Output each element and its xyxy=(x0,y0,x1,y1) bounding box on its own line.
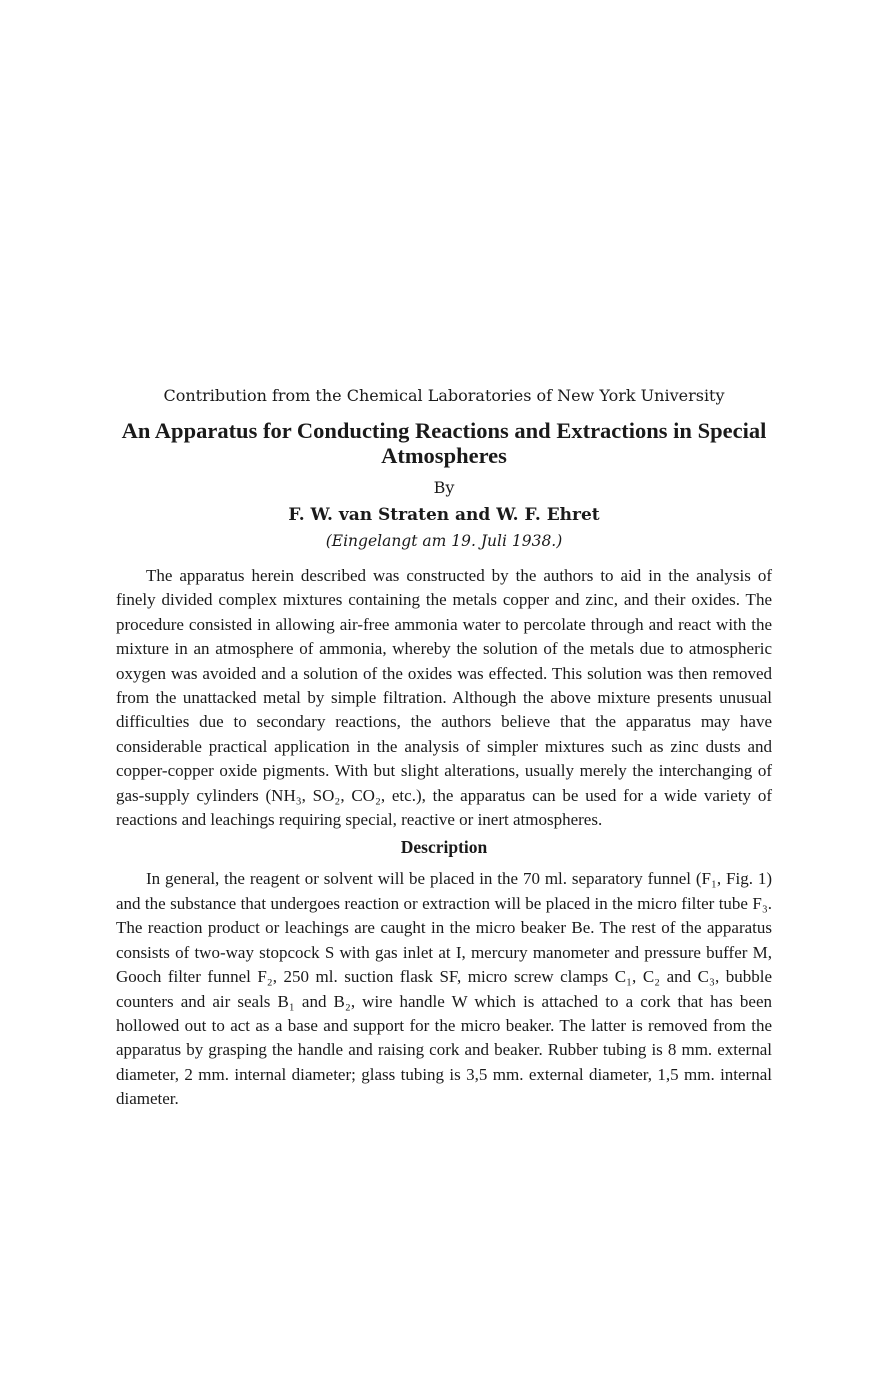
by-line: By xyxy=(433,478,455,497)
author-names: F. W. van Straten and W. F. Ehret xyxy=(288,505,600,525)
paper-page xyxy=(116,384,772,1112)
affiliation-line: Contribution from the Chemical Laboratories of New York University xyxy=(163,386,725,405)
section-heading-description: Description xyxy=(400,837,488,858)
paper-title: An Apparatus for Conducting Reactions and Extractions in Special Atmospheres xyxy=(121,418,767,468)
intro-paragraph: The apparatus herein described was constructed by the authors to aid in the analysis of finely divided complex mixtures containing the metals copper and zinc, and their oxides. The procedure consisted in allowing air-free ammonia water to percolate through and react with the mixture in an atmosphere of ammonia, whereby the solution of the metals due to atmospheric oxygen was avoided and a solution of the oxides was effected. This solution was then removed from the unattacked metal by simple filtration. Although the above mixture presents unusual difficulties due to secondary reactions, the authors believe that the apparatus may have considerable practical application in the analysis of simpler mixtures such as zinc dusts and copper-copper oxide pigments. With but slight alterations, usually merely the interchanging of gas-supply cylinders (NH₃, SO₂, CO₂, etc.), the apparatus can be used for a wide variety of reactions and leachings requiring special, reactive or inert atmospheres. xyxy=(116,566,772,830)
received-date: (Eingelangt am 19. Juli 1938.) xyxy=(325,532,563,550)
description-paragraph: In general, the reagent or solvent will be placed in the 70 ml. separatory funnel (F₁, Fig. 1) and the substance that undergoes reaction or extraction will be placed in the micro filter tube F₃. The reaction product or leachings are caught in the micro beaker Be. The rest of the apparatus consists of two-way stopcock S with gas inlet at I, mercury manometer and pressure buffer M, Gooch filter funnel F₂, 250 ml. suction flask SF, micro screw clamps C₁, C₂ and C₃, bubble counters and air seals B₁ and B₂, wire handle W which is attached to a cork that has been hollowed out to act as a base and support for the micro beaker. The latter is removed from the apparatus by grasping the handle and raising cork and beaker. Rubber tubing is 8 mm. external diameter, 2 mm. internal diameter; glass tubing is 3,5 mm. external diameter, 1,5 mm. internal diameter. xyxy=(116,869,772,1109)
